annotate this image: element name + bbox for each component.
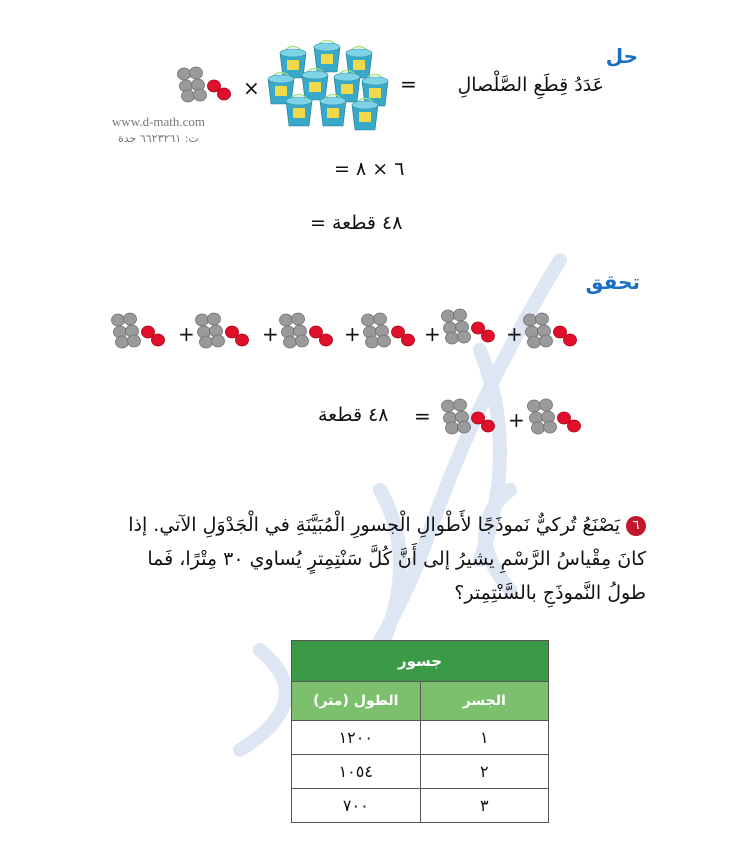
gray-clay-piece <box>292 313 305 325</box>
table-cell-bridge: ٣ <box>420 789 548 823</box>
table-cell-length: ٧٠٠ <box>292 789 421 823</box>
website-watermark: www.d-math.com <box>112 114 206 129</box>
gray-clay-piece <box>532 422 545 434</box>
gray-clay-piece <box>442 310 455 322</box>
clay-pieces-group <box>110 310 172 350</box>
bridges-table <box>291 640 549 823</box>
gray-clay-piece <box>284 336 297 348</box>
equals-sign: = <box>400 72 417 96</box>
gray-clay-piece <box>454 399 467 411</box>
table-cell-length: ١٠٥٤ <box>292 755 421 789</box>
clay-pieces-group <box>522 310 584 350</box>
gray-clay-piece <box>446 332 459 344</box>
plus-sign: + <box>344 322 361 346</box>
red-clay-piece <box>218 88 231 100</box>
problem-6 <box>126 508 646 610</box>
gray-clay-piece <box>296 335 309 347</box>
red-clay-piece <box>564 334 577 346</box>
equation-line-2: ٦ × ٨ = <box>334 158 405 180</box>
clay-pieces-group <box>360 310 422 350</box>
gray-clay-piece <box>116 336 129 348</box>
table-row <box>292 721 549 755</box>
solution-heading: حل <box>605 44 638 68</box>
solution-label: عَدَدُ قِطَعِ الصَّلْصالِ <box>457 74 604 96</box>
clay-pieces-group <box>278 310 340 350</box>
gray-clay-piece <box>374 313 387 325</box>
plus-sign: + <box>506 322 523 346</box>
gray-clay-piece <box>458 421 471 433</box>
gray-clay-piece <box>442 400 455 412</box>
red-clay-piece <box>236 334 249 346</box>
gray-clay-piece <box>528 400 541 412</box>
problem-number-badge: ٦ <box>626 516 646 536</box>
table-row <box>292 789 549 823</box>
gray-clay-piece <box>200 336 213 348</box>
clay-pieces-group <box>176 64 238 104</box>
clay-bucket-icon <box>352 99 378 131</box>
clay-pieces-group <box>526 396 588 436</box>
times-sign: × <box>243 76 260 100</box>
gray-clay-piece <box>178 68 191 80</box>
table-cell-bridge: ١ <box>420 721 548 755</box>
gray-clay-piece <box>446 422 459 434</box>
red-clay-piece <box>482 420 495 432</box>
red-clay-piece <box>482 330 495 342</box>
table-row <box>292 755 549 789</box>
red-clay-piece <box>568 420 581 432</box>
verify-result: ٤٨ قطعة <box>318 404 389 426</box>
red-clay-piece <box>402 334 415 346</box>
problem-text: يَصْنَعُ تُركيٌّ نَموذَجًا لأَطْوالِ الْجسورِ الْمُبَيَّنَةِ في الْجَدْوَلِ الآتي. إذا كانَ مِقْياسُ الرَّسْمِ يشيرُ إلى أَنَّ كُلَّ سَنْتِمِترٍ يُساوي ٣٠ مِتْرًا، فَما طولُ النَّموذَجِ بالسَّنْتِمِتر؟ <box>128 514 646 604</box>
gray-clay-piece <box>366 336 379 348</box>
gray-clay-piece <box>194 89 207 101</box>
gray-clay-piece <box>540 335 553 347</box>
gray-clay-piece <box>524 314 537 326</box>
gray-clay-piece <box>362 314 375 326</box>
gray-clay-piece <box>540 399 553 411</box>
gray-clay-piece <box>196 314 209 326</box>
gray-clay-piece <box>280 314 293 326</box>
gray-clay-piece <box>124 313 137 325</box>
column-header-bridge: الجسر <box>420 682 548 721</box>
clay-bucket-icon <box>314 41 340 73</box>
gray-clay-piece <box>208 313 221 325</box>
plus-sign: + <box>178 322 195 346</box>
gray-clay-piece <box>112 314 125 326</box>
gray-clay-piece <box>128 335 141 347</box>
equals-sign: = <box>414 404 431 428</box>
clay-bucket-icon <box>286 95 312 127</box>
column-header-length: الطول (متر) <box>292 682 421 721</box>
gray-clay-piece <box>454 309 467 321</box>
plus-sign: + <box>424 322 441 346</box>
gray-clay-piece <box>528 336 541 348</box>
verify-heading: تحقق <box>585 270 640 294</box>
clay-bucket-icon <box>302 69 328 101</box>
gray-clay-piece <box>378 335 391 347</box>
plus-sign: + <box>262 322 279 346</box>
clay-pieces-group <box>440 396 502 436</box>
phone-watermark: ت: ٦٦٢٣٢٦١ جدة <box>118 132 199 145</box>
clay-bucket-icon <box>320 95 346 127</box>
table-cell-bridge: ٢ <box>420 755 548 789</box>
gray-clay-piece <box>182 90 195 102</box>
clay-buckets-image <box>262 40 392 135</box>
table-title: جسور <box>292 641 549 682</box>
clay-pieces-group <box>440 306 502 346</box>
equation-line-3: ٤٨ قطعة = <box>310 212 403 234</box>
gray-clay-piece <box>536 313 549 325</box>
clay-pieces-group <box>194 310 256 350</box>
gray-clay-piece <box>458 331 471 343</box>
gray-clay-piece <box>190 67 203 79</box>
plus-sign: + <box>508 408 525 432</box>
red-clay-piece <box>320 334 333 346</box>
gray-clay-piece <box>544 421 557 433</box>
table-cell-length: ١٢٠٠ <box>292 721 421 755</box>
gray-clay-piece <box>212 335 225 347</box>
red-clay-piece <box>152 334 165 346</box>
